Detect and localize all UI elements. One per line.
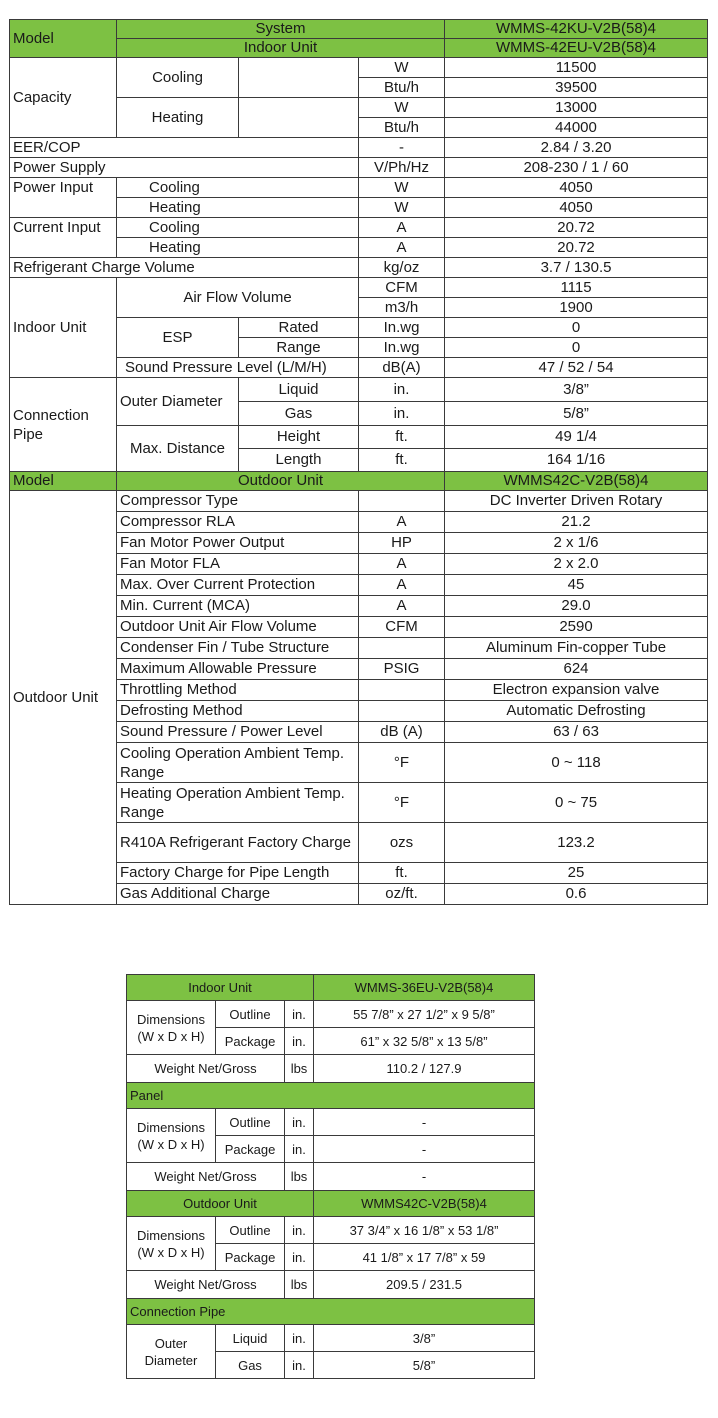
value: 39500	[445, 78, 708, 98]
connection-pipe-label: Connection Pipe	[10, 378, 117, 472]
spec-value: 0.6	[445, 884, 708, 905]
spec-name: Defrosting Method	[117, 701, 359, 722]
unit: in.	[285, 1217, 314, 1244]
indoor-unit-section-label: Indoor Unit	[10, 278, 117, 378]
spec-unit: HP	[359, 533, 445, 554]
outer-diameter-label: Outer Diameter	[127, 1325, 216, 1379]
spec-unit	[359, 491, 445, 512]
model-label: Model	[10, 20, 117, 58]
value: 61” x 32 5/8” x 13 5/8”	[314, 1028, 535, 1055]
indoor-unit-header: Indoor Unit	[127, 975, 314, 1001]
unit: in.	[285, 1109, 314, 1136]
value: 20.72	[445, 218, 708, 238]
connection-pipe-header: Connection Pipe	[127, 1299, 535, 1325]
spec-name: Compressor Type	[117, 491, 359, 512]
value: 5/8”	[445, 402, 708, 426]
spec-unit: A	[359, 575, 445, 596]
weight-label: Weight Net/Gross	[127, 1163, 285, 1191]
dimensions-label: Dimensions (W x D x H)	[127, 1109, 216, 1163]
spec-value: 45	[445, 575, 708, 596]
value: 13000	[445, 98, 708, 118]
outline-label: Outline	[216, 1217, 285, 1244]
heating-label: Heating	[117, 238, 359, 258]
spec-name: Compressor RLA	[117, 512, 359, 533]
unit: dB(A)	[359, 358, 445, 378]
value: 4050	[445, 178, 708, 198]
unit: Btu/h	[359, 118, 445, 138]
unit: lbs	[285, 1055, 314, 1083]
unit: in.	[359, 378, 445, 402]
outline-label: Outline	[216, 1109, 285, 1136]
spec-unit: °F	[359, 783, 445, 823]
esp-label: ESP	[117, 318, 239, 358]
spec-value: 624	[445, 659, 708, 680]
spec-unit: dB (A)	[359, 722, 445, 743]
value: 3/8”	[445, 378, 708, 402]
unit: -	[359, 138, 445, 158]
spec-name: Cooling Operation Ambient Temp. Range	[117, 743, 359, 783]
value: 49 1/4	[445, 426, 708, 449]
spec-unit	[359, 680, 445, 701]
unit: lbs	[285, 1163, 314, 1191]
value: 11500	[445, 58, 708, 78]
spec-unit: A	[359, 554, 445, 575]
spec-unit: ozs	[359, 823, 445, 863]
unit: V/Ph/Hz	[359, 158, 445, 178]
height-label: Height	[239, 426, 359, 449]
value: 3/8”	[314, 1325, 535, 1352]
dimensions-label: Dimensions (W x D x H)	[127, 1217, 216, 1271]
spec-unit: A	[359, 512, 445, 533]
spec-value: 21.2	[445, 512, 708, 533]
spec-unit	[359, 701, 445, 722]
package-label: Package	[216, 1028, 285, 1055]
spec-name: Outdoor Unit Air Flow Volume	[117, 617, 359, 638]
sound-label: Sound Pressure Level (L/M/H)	[117, 358, 359, 378]
unit: in.	[285, 1001, 314, 1028]
spec-value: 29.0	[445, 596, 708, 617]
outer-diameter-label: Outer Diameter	[117, 378, 239, 426]
value: 208-230 / 1 / 60	[445, 158, 708, 178]
weight-label: Weight Net/Gross	[127, 1055, 285, 1083]
gas-label: Gas	[216, 1352, 285, 1379]
spec-value: Aluminum Fin-copper Tube	[445, 638, 708, 659]
unit: W	[359, 178, 445, 198]
spec-unit: oz/ft.	[359, 884, 445, 905]
gas-label: Gas	[239, 402, 359, 426]
spec-value: DC Inverter Driven Rotary	[445, 491, 708, 512]
unit: in.	[285, 1136, 314, 1163]
value: 41 1/8” x 17 7/8” x 59	[314, 1244, 535, 1271]
unit: in.	[285, 1352, 314, 1379]
value: 47 / 52 / 54	[445, 358, 708, 378]
spec-value: 123.2	[445, 823, 708, 863]
cooling-label: Cooling	[117, 218, 359, 238]
system-label: System	[117, 20, 445, 39]
spec-name: Fan Motor FLA	[117, 554, 359, 575]
package-label: Package	[216, 1244, 285, 1271]
package-label: Package	[216, 1136, 285, 1163]
indoor-model: WMMS-42EU-V2B(58)4	[445, 39, 708, 58]
liquid-label: Liquid	[239, 378, 359, 402]
value: 0	[445, 338, 708, 358]
spec-name: Maximum Allowable Pressure	[117, 659, 359, 680]
spec-name: Throttling Method	[117, 680, 359, 701]
outdoor-model: WMMS42C-V2B(58)4	[445, 472, 708, 491]
unit: ft.	[359, 449, 445, 472]
unit: CFM	[359, 278, 445, 298]
max-distance-label: Max. Distance	[117, 426, 239, 472]
value: 44000	[445, 118, 708, 138]
value: 4050	[445, 198, 708, 218]
indoor-model: WMMS-36EU-V2B(58)4	[314, 975, 535, 1001]
spec-value: 25	[445, 863, 708, 884]
unit: W	[359, 58, 445, 78]
spec-name: Gas Additional Charge	[117, 884, 359, 905]
eer-label: EER/COP	[10, 138, 359, 158]
spec-unit: °F	[359, 743, 445, 783]
spec-value: 63 / 63	[445, 722, 708, 743]
spec-value: 2 x 1/6	[445, 533, 708, 554]
value: -	[314, 1163, 535, 1191]
unit: A	[359, 218, 445, 238]
spec-name: Min. Current (MCA)	[117, 596, 359, 617]
value: 3.7 / 130.5	[445, 258, 708, 278]
spec-value: Electron expansion valve	[445, 680, 708, 701]
outdoor-model-label: Model	[10, 472, 117, 491]
spec-value: Automatic Defrosting	[445, 701, 708, 722]
power-input-label: Power Input	[10, 178, 117, 198]
heating-label: Heating	[117, 198, 359, 218]
capacity-label: Capacity	[10, 58, 117, 138]
spec-value: 2 x 2.0	[445, 554, 708, 575]
value: 164 1/16	[445, 449, 708, 472]
spec-value: 0 ~ 75	[445, 783, 708, 823]
airflow-label: Air Flow Volume	[117, 278, 359, 318]
value: -	[314, 1136, 535, 1163]
value: 20.72	[445, 238, 708, 258]
outdoor-unit-header: Outdoor Unit	[127, 1191, 314, 1217]
rated-label: Rated	[239, 318, 359, 338]
dimensions-label: Dimensions (W x D x H)	[127, 1001, 216, 1055]
refrigerant-label: Refrigerant Charge Volume	[10, 258, 359, 278]
unit: m3/h	[359, 298, 445, 318]
value: 209.5 / 231.5	[314, 1271, 535, 1299]
dimensions-table	[126, 974, 535, 1379]
value: 37 3/4” x 16 1/8” x 53 1/8”	[314, 1217, 535, 1244]
unit: Btu/h	[359, 78, 445, 98]
unit: in.	[285, 1028, 314, 1055]
spec-unit: CFM	[359, 617, 445, 638]
range-label: Range	[239, 338, 359, 358]
spec-name: Max. Over Current Protection	[117, 575, 359, 596]
power-supply-label: Power Supply	[10, 158, 359, 178]
outline-label: Outline	[216, 1001, 285, 1028]
unit: kg/oz	[359, 258, 445, 278]
panel-header: Panel	[127, 1083, 535, 1109]
unit: in.	[359, 402, 445, 426]
spec-name: Heating Operation Ambient Temp. Range	[117, 783, 359, 823]
main-spec-table	[9, 19, 708, 905]
unit: ft.	[359, 426, 445, 449]
unit: A	[359, 238, 445, 258]
unit: in.	[285, 1325, 314, 1352]
spec-unit: A	[359, 596, 445, 617]
weight-label: Weight Net/Gross	[127, 1271, 285, 1299]
spec-unit: ft.	[359, 863, 445, 884]
capacity-heating: Heating	[117, 98, 239, 138]
indoor-unit-label: Indoor Unit	[117, 39, 445, 58]
outdoor-unit-section-label: Outdoor Unit	[10, 491, 117, 905]
value: 1115	[445, 278, 708, 298]
current-input-label: Current Input	[10, 218, 117, 238]
unit: in.	[285, 1244, 314, 1271]
length-label: Length	[239, 449, 359, 472]
value: 5/8”	[314, 1352, 535, 1379]
value: 55 7/8” x 27 1/2” x 9 5/8”	[314, 1001, 535, 1028]
cooling-label: Cooling	[117, 178, 359, 198]
value: 110.2 / 127.9	[314, 1055, 535, 1083]
unit: In.wg	[359, 318, 445, 338]
unit: In.wg	[359, 338, 445, 358]
spec-unit: PSIG	[359, 659, 445, 680]
spec-name: Sound Pressure / Power Level	[117, 722, 359, 743]
spec-value: 2590	[445, 617, 708, 638]
liquid-label: Liquid	[216, 1325, 285, 1352]
unit: W	[359, 98, 445, 118]
spec-name: Fan Motor Power Output	[117, 533, 359, 554]
outdoor-model: WMMS42C-V2B(58)4	[314, 1191, 535, 1217]
outdoor-spec-row	[10, 491, 708, 512]
spec-value: 0 ~ 118	[445, 743, 708, 783]
value: 1900	[445, 298, 708, 318]
value: -	[314, 1109, 535, 1136]
spec-name: Condenser Fin / Tube Structure	[117, 638, 359, 659]
value: 2.84 / 3.20	[445, 138, 708, 158]
spec-name: Factory Charge for Pipe Length	[117, 863, 359, 884]
spec-unit	[359, 638, 445, 659]
capacity-cooling: Cooling	[117, 58, 239, 98]
spec-name: R410A Refrigerant Factory Charge	[117, 823, 359, 863]
value: 0	[445, 318, 708, 338]
outdoor-unit-header: Outdoor Unit	[117, 472, 445, 491]
unit: lbs	[285, 1271, 314, 1299]
system-model: WMMS-42KU-V2B(58)4	[445, 20, 708, 39]
unit: W	[359, 198, 445, 218]
